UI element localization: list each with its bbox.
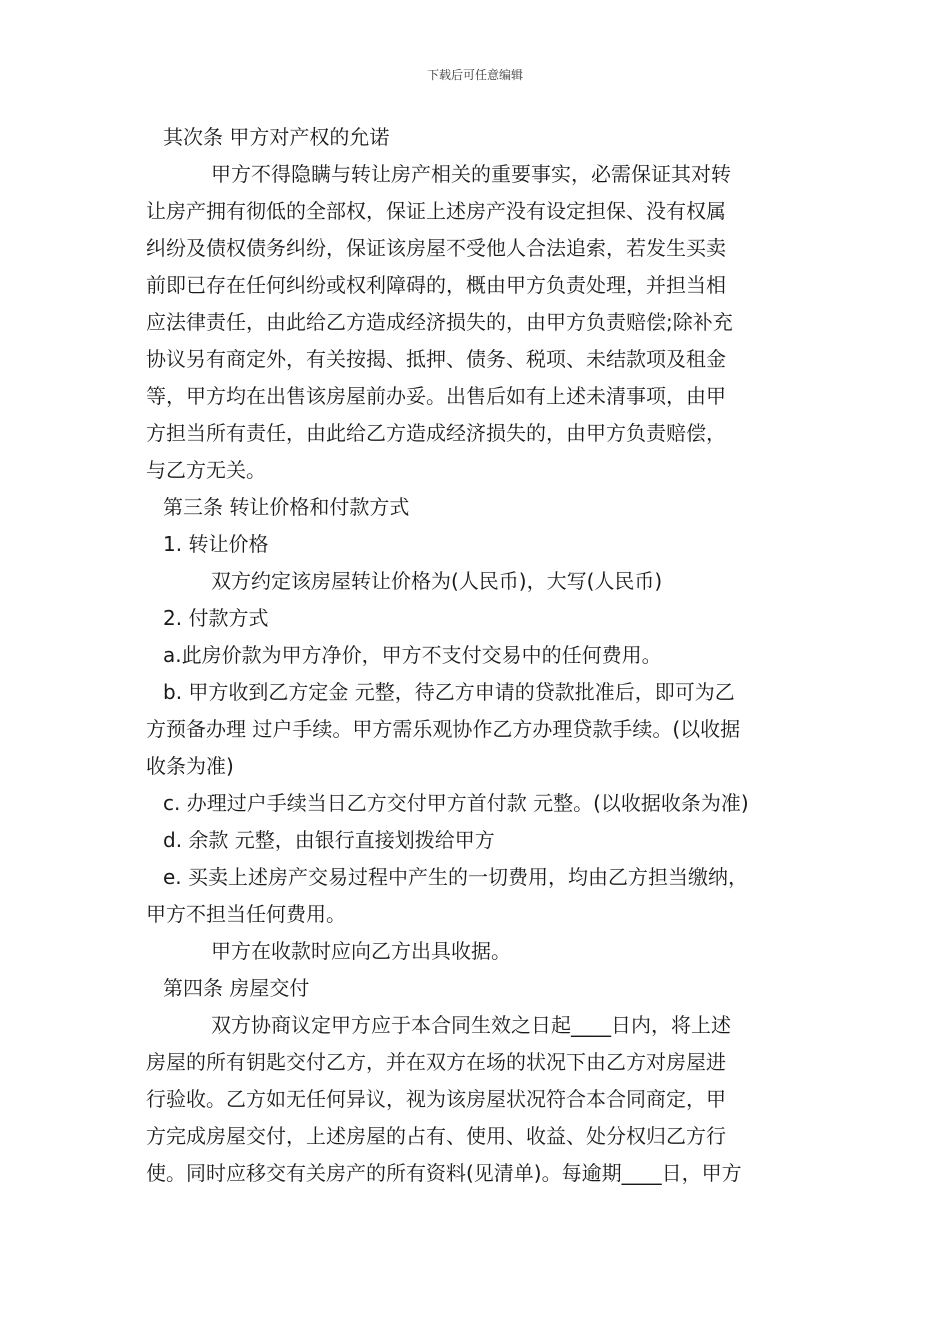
list-item: c. 办理过户手续当日乙方交付甲方首付款 元整。(以收据收条为准) [163,791,749,815]
page-header: 下载后可任意编辑 [426,68,523,82]
subsection-heading: 1. 转让价格 [163,532,269,556]
paragraph-line: 甲方在收款时应向乙方出具收据。 [211,939,511,963]
paragraph-line: 收条为准) [146,754,234,778]
paragraph-line: 双方协商议定甲方应于本合同生效之日起____日内，将上述 [211,1013,731,1037]
paragraph-line: 协议另有商定外，有关按揭、抵押、债务、税项、未结款项及租金 [146,347,726,371]
paragraph-line: 纠纷及债权债务纠纷，保证该房屋不受他人合法追索，若发生买卖 [146,236,726,260]
paragraph-line: 方预备办理 过户手续。甲方需乐观协作乙方办理贷款手续。(以收据 [146,717,741,741]
paragraph-line: 使。同时应移交有关房产的所有资料(见清单)。每逾期____日，甲方 [146,1161,742,1185]
paragraph-line: 让房产拥有彻低的全部权，保证上述房产没有设定担保、没有权属 [146,199,726,223]
article-3-heading: 第三条 转让价格和付款方式 [163,495,410,519]
paragraph-line: 行验收。乙方如无任何异议，视为该房屋状况符合本合同商定，甲 [146,1087,726,1111]
paragraph-line: 甲方不担当任何费用。 [146,902,346,926]
paragraph-line: 双方约定该房屋转让价格为(人民币)，大写(人民币) [211,569,663,593]
paragraph-line: 前即已存在任何纠纷或权利障碍的，概由甲方负责处理，并担当相 [146,273,726,297]
list-item: a.此房价款为甲方净价，甲方不支付交易中的任何费用。 [163,643,662,667]
paragraph-line: 甲方不得隐瞒与转让房产相关的重要事实，必需保证其对转 [211,162,731,186]
paragraph-line: 房屋的所有钥匙交付乙方，并在双方在场的状况下由乙方对房屋进 [146,1050,726,1074]
subsection-heading: 2. 付款方式 [163,606,269,630]
paragraph-line: 方担当所有责任，由此给乙方造成经济损失的，由甲方负责赔偿， [146,421,726,445]
list-item: d. 余款 元整，由银行直接划拨给甲方 [163,828,495,852]
article-4-heading: 第四条 房屋交付 [163,976,310,1000]
paragraph-line: 等，甲方均在出售该房屋前办妥。出售后如有上述未清事项，由甲 [146,384,726,408]
paragraph-line: 应法律责任，由此给乙方造成经济损失的，由甲方负责赔偿;除补充 [146,310,733,334]
list-item: b. 甲方收到乙方定金 元整，待乙方申请的贷款批准后，即可为乙 [163,680,735,704]
list-item: e. 买卖上述房产交易过程中产生的一切费用，均由乙方担当缴纳， [163,865,749,889]
paragraph-line: 与乙方无关。 [146,458,266,482]
paragraph-line: 方完成房屋交付，上述房屋的占有、使用、收益、处分权归乙方行 [146,1124,726,1148]
article-2-heading: 其次条 甲方对产权的允诺 [163,125,390,149]
